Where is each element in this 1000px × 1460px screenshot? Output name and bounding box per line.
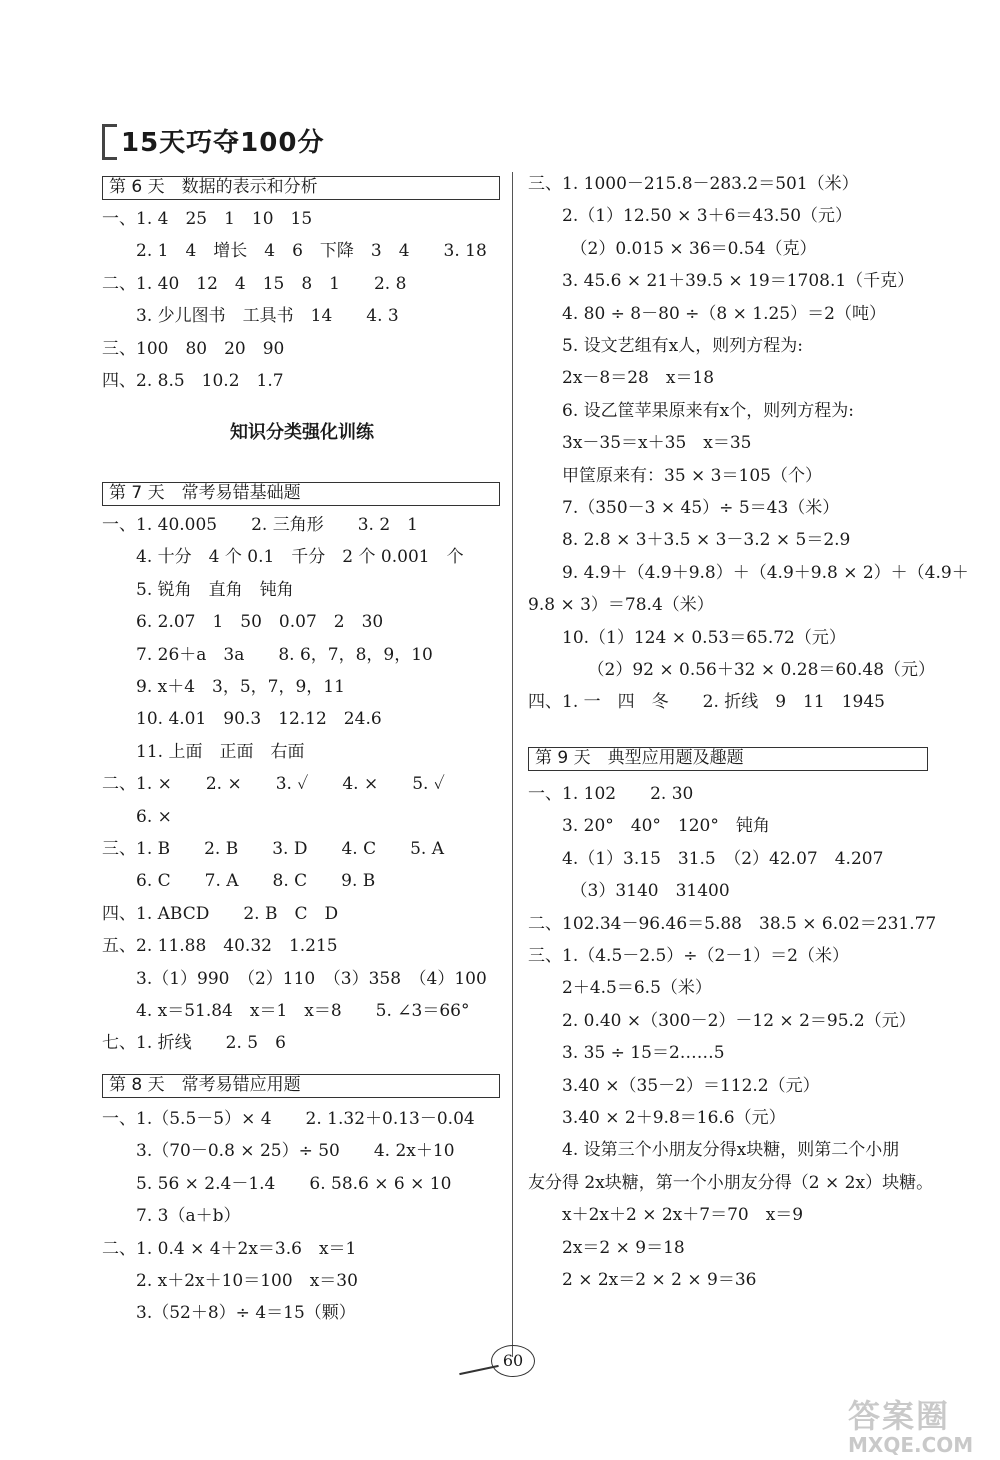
answer-line: 一、1. 102 2. 30: [528, 784, 694, 804]
day7-section-header: 第 7 天 常考易错基础题: [102, 482, 500, 506]
answer-line: 2. 0.40 ×（300－2）－12 × 2＝95.2（元）: [528, 1010, 916, 1031]
answer-line: （2）92 × 0.56＋32 × 0.28＝60.48（元）: [528, 660, 936, 680]
answer-line: 11. 上面 正面 右面: [102, 741, 305, 762]
answer-line: 5. 56 × 2.4－1.4 6. 58.6 × 6 × 10: [102, 1173, 452, 1194]
answer-line: 4. 十分 4 个 0.1 千分 2 个 0.001 个: [102, 547, 464, 568]
answer-line: 三、100 80 20 90: [102, 338, 285, 359]
answer-line: 五、2. 11.88 40.32 1.215: [102, 936, 338, 957]
answer-line: （3）3140 31400: [528, 881, 730, 902]
answer-line: 4. 设第三个小朋友分得x块糖，则第二个小朋: [528, 1140, 900, 1161]
answer-line: 友分得 2x块糖，第一个小朋友分得（2 × 2x）块糖。: [528, 1172, 934, 1193]
day6-section-header: 第 6 天 数据的表示和分析: [102, 176, 500, 200]
answer-line: 6. 2.07 1 50 0.07 2 30: [102, 612, 384, 633]
answer-line: 三、1. B 2. B 3. D 4. C 5. A: [102, 839, 445, 859]
answer-line: 10.（1）124 × 0.53＝65.72（元）: [528, 627, 846, 648]
answer-line: 一、1. 4 25 1 10 15: [102, 209, 313, 229]
answer-line: 2＋4.5＝6.5（米）: [528, 978, 712, 999]
answer-line: 2. 1 4 增长 4 6 下降 3 4 3. 18: [102, 241, 487, 262]
answer-line: 二、1. × 2. × 3. ✓ 4. × 5. ✓: [102, 774, 445, 795]
watermark: [848, 1398, 998, 1460]
answer-line: 6. C 7. A 8. C 9. B: [102, 871, 376, 892]
answer-line: 4. x＝51.84 x＝1 x＝8 5. ∠3＝66°: [102, 1001, 470, 1021]
section-title: 知识分类强化训练: [230, 422, 374, 444]
answer-line: 二、1. 40 12 4 15 8 1 2. 8: [102, 273, 407, 294]
answer-line: 4. 80 ÷ 8－80 ÷（8 × 1.25）＝2（吨）: [528, 303, 886, 324]
brand-bracket-icon: [102, 124, 117, 160]
answer-line: 三、1. 1000－215.8－283.2＝501（米）: [528, 174, 859, 194]
answer-line: 3.40 × 2＋9.8＝16.6（元）: [528, 1108, 786, 1128]
page-number: 60: [491, 1345, 535, 1377]
answer-line: 10. 4.01 90.3 12.12 24.6: [102, 709, 382, 730]
answer-line: 2x－8＝28 x＝18: [528, 368, 715, 389]
answer-line: 7.（350－3 × 45）÷ 5＝43（米）: [528, 498, 840, 518]
answer-line: 5. 锐角 直角 钝角: [102, 579, 294, 600]
book-brand: [102, 120, 324, 160]
answer-line: 3. 少儿图书 工具书 14 4. 3: [102, 306, 399, 327]
answer-line: 七、1. 折线 2. 5 6: [102, 1033, 286, 1054]
answer-line: 3.（70－0.8 × 25）÷ 50 4. 2x＋10: [102, 1141, 455, 1162]
answer-line: 9. 4.9＋（4.9＋9.8）＋（4.9＋9.8 × 2）＋（4.9＋: [528, 562, 969, 583]
column-divider: [512, 172, 513, 1357]
answer-line: 9. x＋4 3，5，7，9，11: [102, 677, 345, 697]
answer-line: 4.（1）3.15 31.5 （2）42.07 4.207: [528, 848, 884, 869]
answer-line: 3. 45.6 × 21＋39.5 × 19＝1708.1（千克）: [528, 271, 915, 292]
answer-line: 2x＝2 × 9＝18: [528, 1237, 685, 1258]
answer-line: 四、1. ABCD 2. B C D: [102, 903, 339, 924]
answer-line: 四、2. 8.5 10.2 1.7: [102, 371, 284, 391]
watermark-url: MXQE.COM: [848, 1433, 974, 1457]
answer-line: 7. 3（a＋b）: [102, 1206, 241, 1227]
answer-line: 二、1. 0.4 × 4＋2x＝3.6 x＝1: [102, 1238, 357, 1259]
answer-line: 6. 设乙筐苹果原来有x个，则列方程为:: [528, 400, 854, 421]
answer-line: 3.40 ×（35－2）＝112.2（元）: [528, 1075, 820, 1096]
answer-line: 四、1. 一 四 冬 2. 折线 9 11 1945: [528, 692, 885, 713]
answer-line: 一、1.（5.5－5）× 4 2. 1.32＋0.13－0.04: [102, 1109, 475, 1129]
answer-line: 2 × 2x＝2 × 2 × 9＝36: [528, 1270, 757, 1290]
answer-line: x＋2x＋2 × 2x＋7＝70 x＝9: [528, 1205, 804, 1226]
answer-line: 9.8 × 3）＝78.4（米）: [528, 595, 714, 616]
watermark-logo-text: 答案圈: [848, 1397, 951, 1435]
answer-line: 5. 设文艺组有x人，则列方程为:: [528, 336, 803, 356]
answer-line: 甲筐原来有：35 × 3＝105（个）: [528, 465, 822, 486]
answer-line: 二、102.34－96.46＝5.88 38.5 × 6.02＝231.77: [528, 913, 937, 934]
answer-line: 3. 35 ÷ 15＝2……5: [528, 1043, 725, 1064]
brand-title: 15天巧夺100分: [121, 128, 325, 158]
answer-line: 6. ×: [102, 806, 172, 827]
day9-section-header: 第 9 天 典型应用题及趣题: [528, 747, 928, 771]
answer-line: 8. 2.8 × 3＋3.5 × 3－3.2 × 5＝2.9: [528, 530, 851, 551]
answer-line: 2.（1）12.50 × 3＋6＝43.50（元）: [528, 206, 853, 227]
answer-line: 7. 26＋a 3a 8. 6，7，8，9，10: [102, 644, 433, 665]
day8-section-header: 第 8 天 常考易错应用题: [102, 1074, 500, 1098]
answer-line: 3.（1）990 （2）110 （3）358 （4）100: [102, 968, 487, 989]
page-number-badge: [455, 1345, 545, 1381]
answer-line: 一、1. 40.005 2. 三角形 3. 2 1: [102, 515, 418, 535]
answer-line: （2）0.015 × 36＝0.54（克）: [528, 238, 817, 259]
answer-line: 三、1.（4.5－2.5）÷（2－1）＝2（米）: [528, 946, 849, 966]
answer-line: 3.（52＋8）÷ 4＝15（颗）: [102, 1303, 356, 1324]
answer-line: 3. 20° 40° 120° 钝角: [528, 816, 770, 837]
answer-line: 2. x＋2x＋10＝100 x＝30: [102, 1271, 358, 1291]
answer-line: 3x－35＝x＋35 x＝35: [528, 433, 752, 454]
